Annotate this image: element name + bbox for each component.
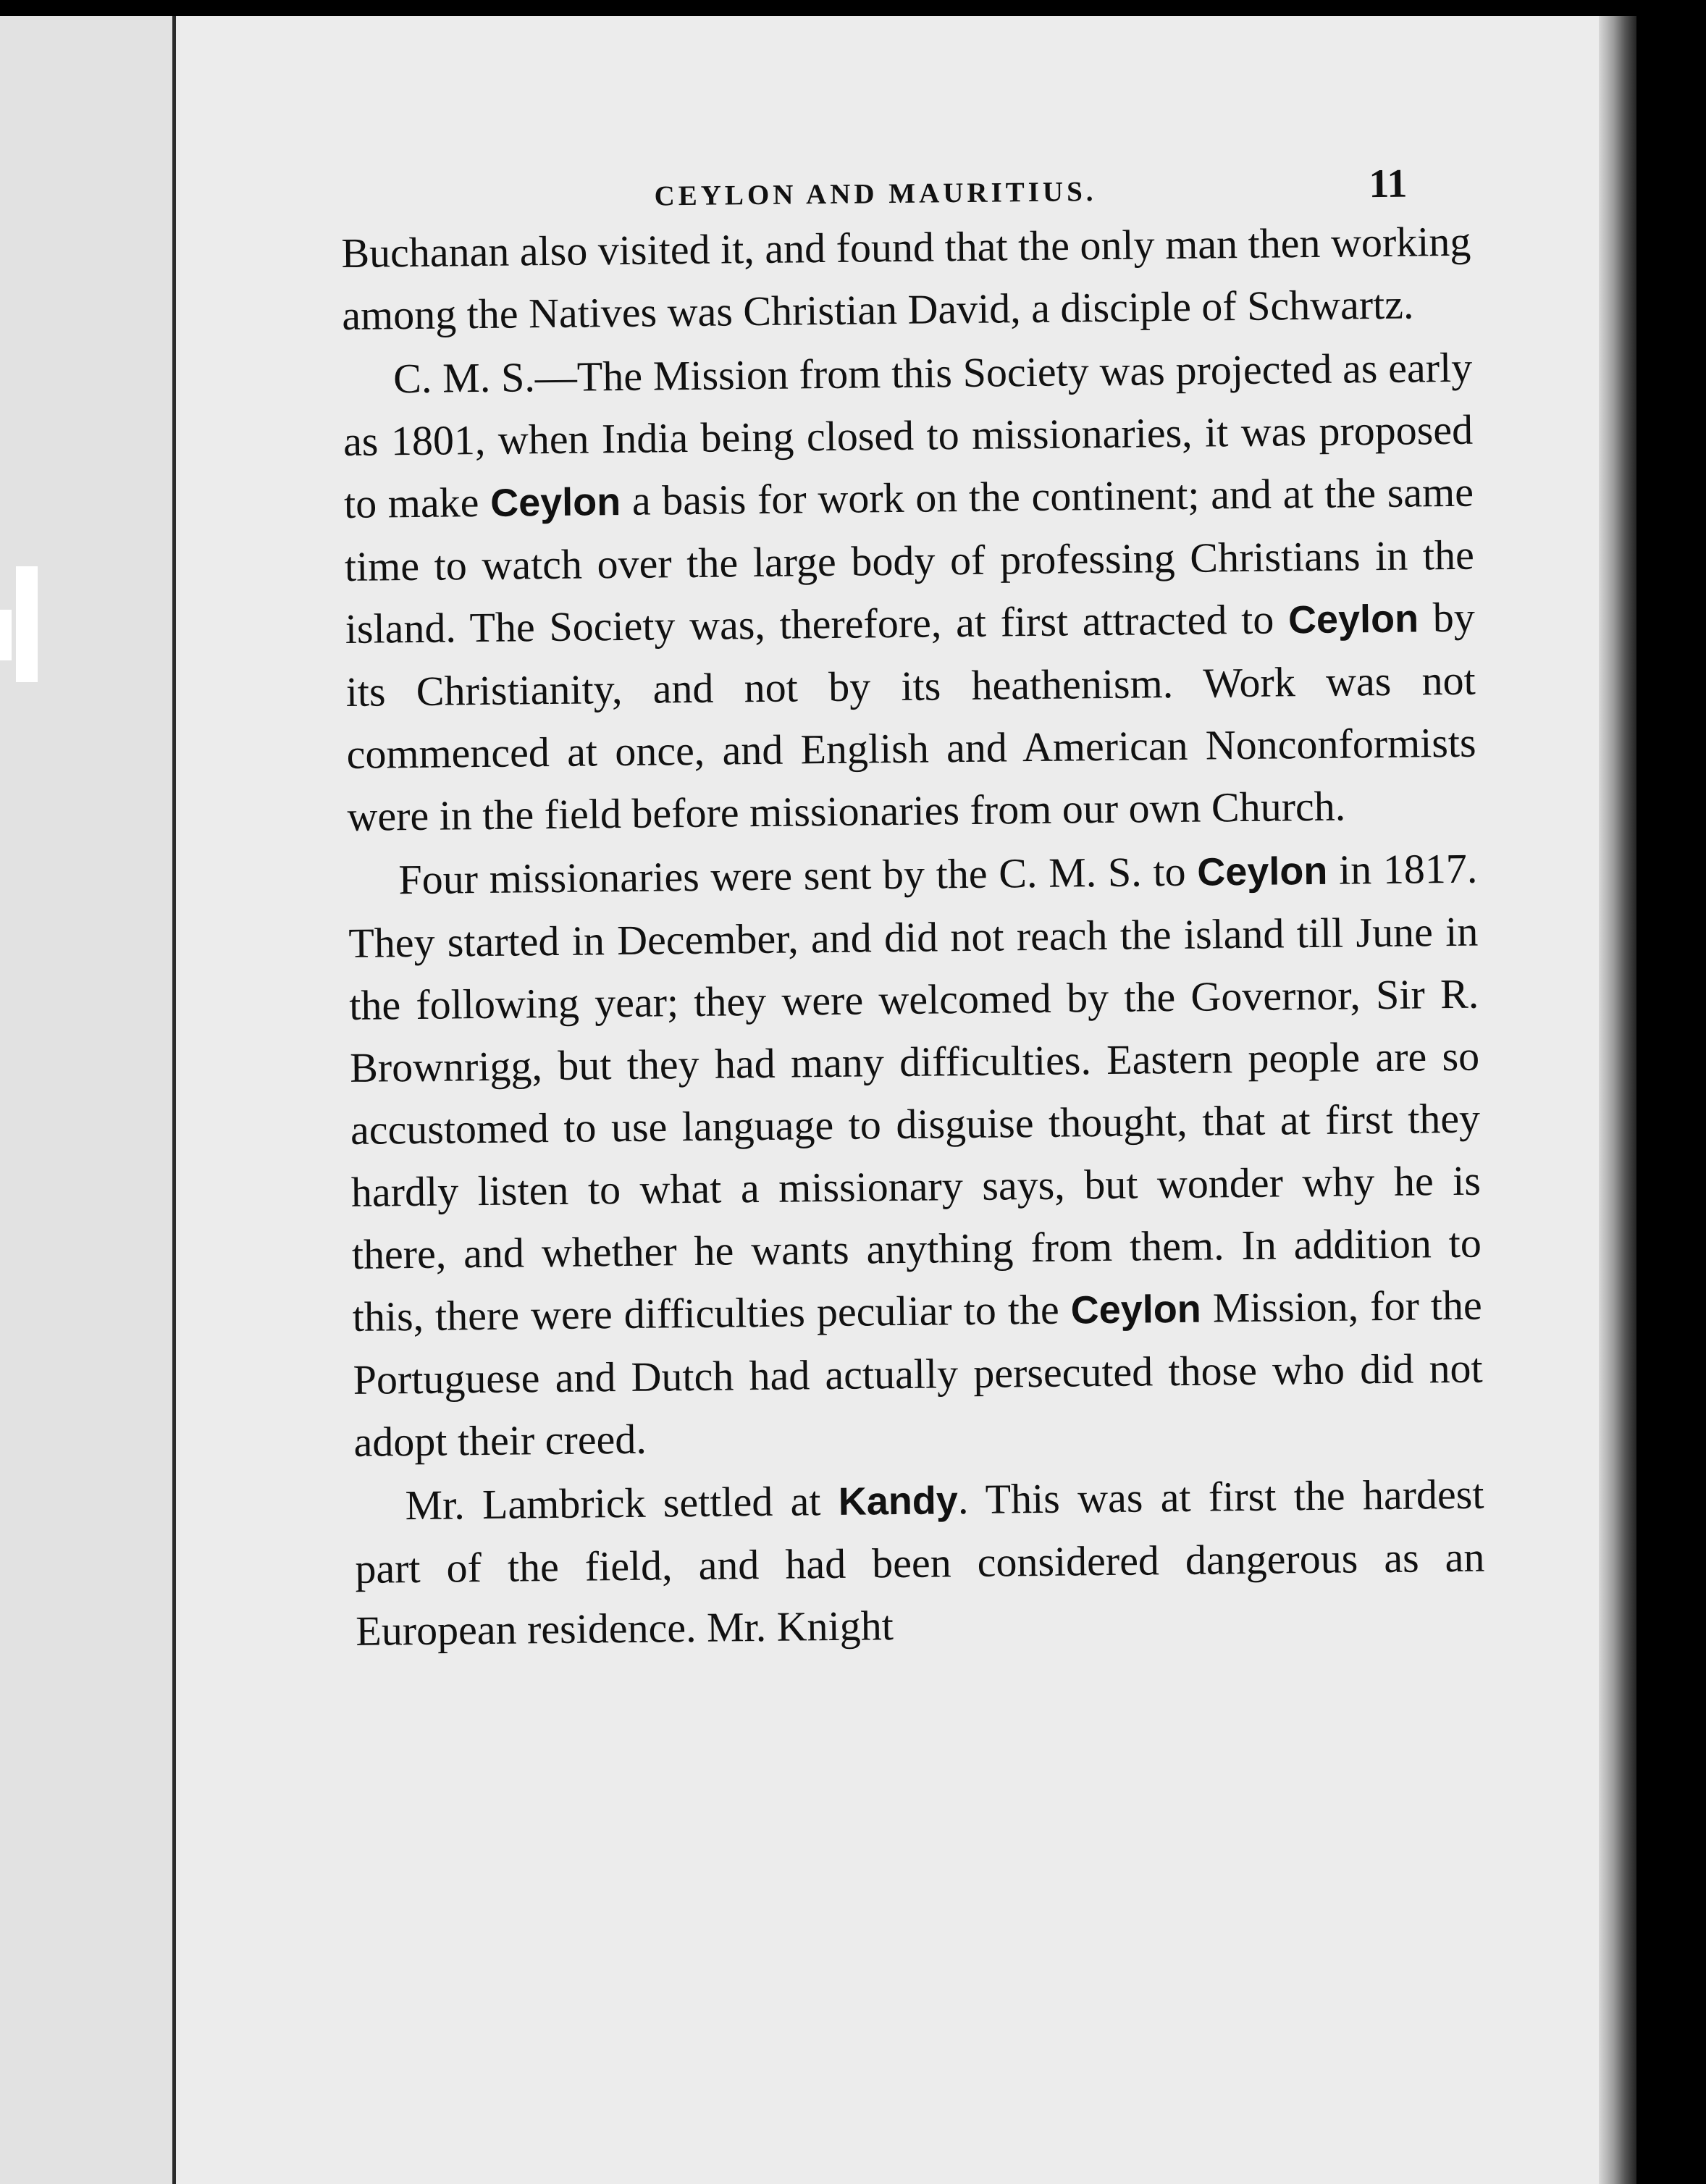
paragraph-text: Mr. Lambrick settled at [405, 1477, 839, 1529]
page-number: 11 [1369, 161, 1408, 207]
body-text [341, 211, 1486, 1663]
paragraph-text: Mission, for the Portuguese and Dutch had actually persecuted those who did not adopt their creed. [353, 1281, 1483, 1466]
paper-tear-mark [0, 610, 12, 660]
paper-tear-mark [16, 566, 38, 682]
place-name-bold: Ceylon [1287, 597, 1419, 642]
paragraph-text: in 1817. They started in December, and did not reach the island till June in the following year; they were welcomed by the Governor, Sir R. Brownrigg, but they had many difficulties. Eastern people are so accustomed to use language to disguise thought, that at first they hardly listen to what a missionary says, but wonder why he is there, and whether he wants anything from them. In addition to this, there were difficulties peculiar to the [348, 844, 1482, 1340]
paragraph-text: a basis for work on the continent; and at the same time to watch over the large body of professing Christians in the island. The Society was, therefore, at first attracted to [344, 468, 1475, 652]
page-header [340, 146, 1471, 222]
paragraph [354, 1463, 1486, 1663]
paragraph [343, 337, 1477, 848]
paragraph [348, 838, 1484, 1474]
running-head: CEYLON AND MAURITIUS. [654, 176, 1097, 212]
paragraph-text: C. M. S.—The Mission from this Society was projected as early as 1801, when India being closed to missionaries, it was proposed to make [343, 343, 1474, 527]
binding-gutter [172, 16, 176, 2184]
paragraph-text: Buchanan also visited it, and found that the only man then working among the Natives was Christian David, a disciple of Schwartz. [341, 217, 1471, 339]
place-name-bold: Ceylon [489, 479, 621, 525]
paragraph-text: by its Christianity, and not by its heathenism. Work was not commenced at once, and English and American Nonconformists were in the field before missionaries from our own Church. [345, 593, 1476, 840]
facing-page-edge [0, 16, 172, 2184]
scanned-page [0, 16, 1636, 2184]
paragraph-text: . This was at first the hardest part of the field, and had been considered dangerous as an European residence. Mr. Knight [355, 1470, 1485, 1655]
paragraph [341, 211, 1472, 347]
page-text [340, 146, 1486, 1663]
place-name-bold: Ceylon [1196, 849, 1328, 894]
paragraph-text: Four missionaries were sent by the C. M. S. to [398, 847, 1198, 904]
place-name-bold: Ceylon [1070, 1287, 1202, 1332]
page-stack-edge [1599, 16, 1636, 2184]
place-name-bold: Kandy [838, 1479, 959, 1524]
